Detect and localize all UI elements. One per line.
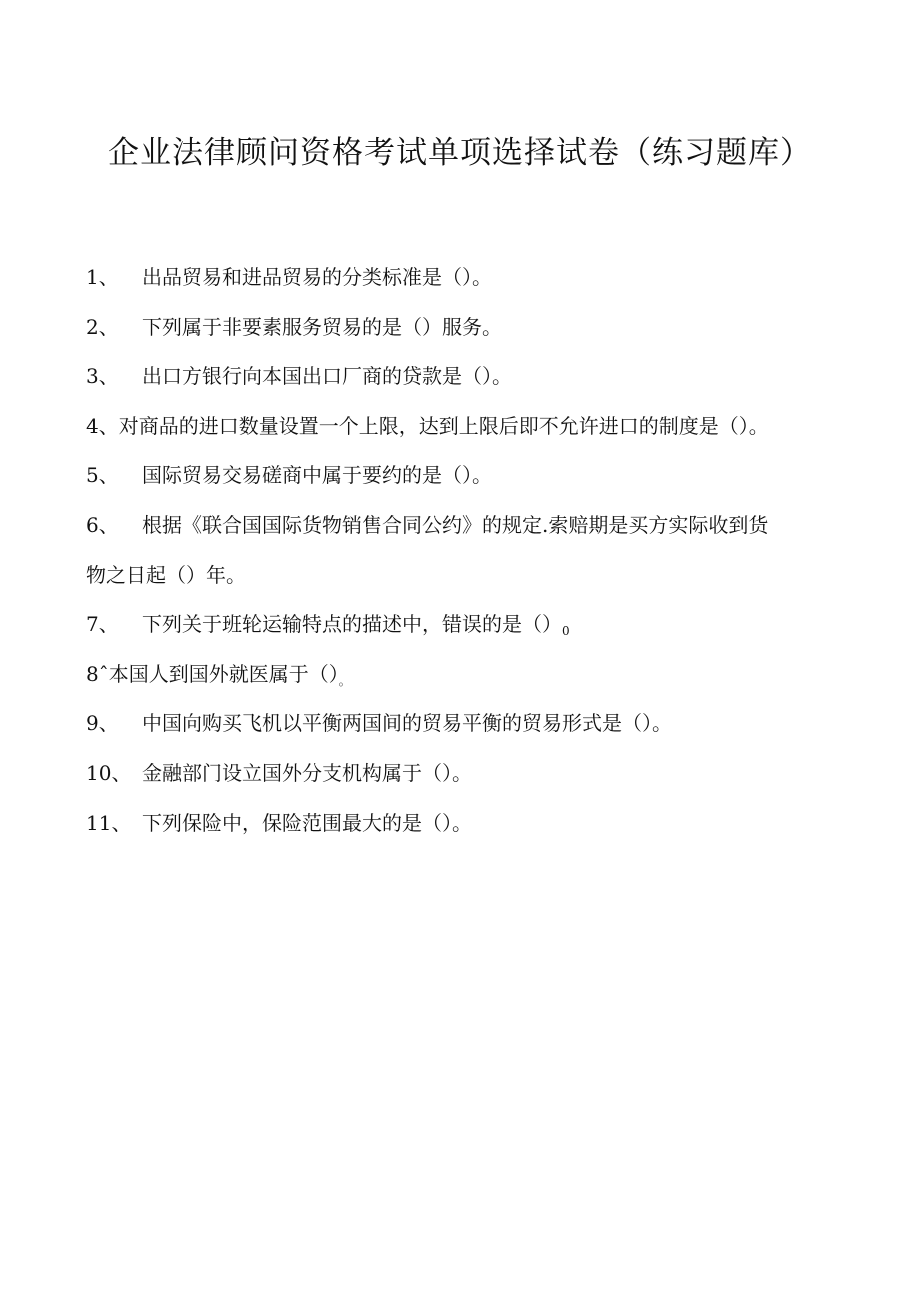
question-text: 中国向购买飞机以平衡两国间的贸易平衡的贸易形式是（）。: [142, 711, 672, 735]
question-text: 下列保险中，保险范围最大的是（）。: [142, 811, 472, 835]
question-text: 根据《联合国国际货物销售合同公约》的规定.索赔期是买方实际收到货: [142, 513, 769, 537]
question-item-7: [86, 609, 570, 646]
question-text: 国际贸易交易磋商中属于要约的是（）。: [142, 463, 492, 487]
question-text: 出口方银行向本国出口厂商的贷款是（）。: [142, 364, 512, 388]
question-number: 5、: [86, 463, 119, 487]
question-item-11: [86, 808, 472, 838]
question-item-9: [86, 708, 672, 738]
question-number: 6、: [86, 513, 119, 537]
question-item-1: [86, 262, 492, 292]
question-item-4: [86, 411, 769, 441]
question-item-3: [86, 361, 512, 391]
question-item-6: [86, 500, 768, 600]
question-number: 3、: [86, 364, 119, 388]
question-text: 出品贸易和进品贸易的分类标准是（）。: [142, 265, 492, 289]
question-text: 金融部门设立国外分支机构属于（）。: [142, 761, 472, 785]
question-text: 下列关于班轮运输特点的描述中，错误的是（）: [142, 612, 562, 636]
question-text-continued: 物之日起（）年。: [86, 563, 246, 587]
question-number: 7、: [86, 612, 119, 636]
question-text: 对商品的进口数量设置一个上限，达到上限后即不允许进口的制度是（）。: [118, 414, 769, 438]
question-item-10: [86, 758, 472, 788]
question-tail-mark: 。: [338, 674, 351, 688]
question-number: 2、: [86, 315, 119, 339]
question-tail-mark: 0: [562, 624, 570, 638]
question-text: 下列属于非要素服务贸易的是（）服务。: [142, 315, 502, 339]
question-number: 9、: [86, 711, 119, 735]
question-number: 8ˆ: [86, 662, 109, 686]
question-number: 10、: [86, 761, 132, 785]
question-item-8: [86, 659, 351, 696]
question-number: 1、: [86, 265, 119, 289]
question-number: 4、: [86, 414, 119, 438]
question-text: 本国人到国外就医属于（）: [108, 662, 339, 686]
page-title: 企业法律顾问资格考试单项选择试卷（练习题库）: [108, 135, 812, 171]
question-item-5: [86, 460, 492, 490]
question-item-2: [86, 312, 502, 342]
question-number: 11、: [86, 811, 132, 835]
